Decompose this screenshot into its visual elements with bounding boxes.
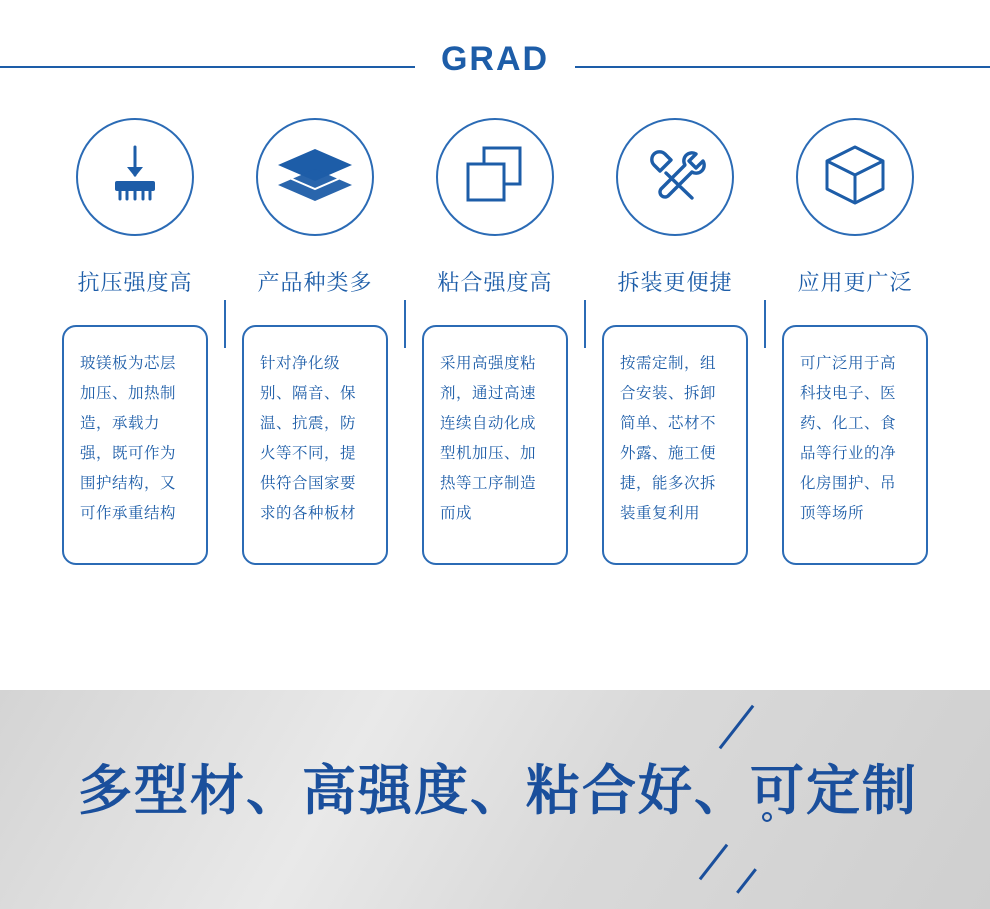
banner-headline: 多型材、高强度、粘合好、可定制 bbox=[78, 761, 918, 821]
feature-icon-circle bbox=[76, 118, 194, 236]
feature-icon-circle bbox=[796, 118, 914, 236]
feature-description-card: 针对净化级别、隔音、保温、抗震，防火等不同，提供符合国家要求的各种板材 bbox=[242, 325, 388, 565]
brand-title: GRAD bbox=[440, 40, 550, 78]
feature-title: 抗压强度高 bbox=[77, 270, 193, 295]
feature-title: 应用更广泛 bbox=[797, 270, 913, 295]
decorative-slash-1 bbox=[719, 705, 755, 749]
bottom-banner bbox=[0, 690, 990, 909]
hammer-wrench-tools-icon bbox=[640, 140, 710, 215]
layered-panels-icon bbox=[276, 145, 354, 210]
feature-item bbox=[766, 118, 944, 565]
feature-description-card: 可广泛用于高科技电子、医药、化工、食品等行业的净化房围护、吊顶等场所 bbox=[782, 325, 928, 565]
feature-item bbox=[226, 118, 404, 565]
feature-title: 拆装更便捷 bbox=[617, 270, 733, 295]
feature-description-card: 玻镁板为芯层加压、加热制造，承载力强，既可作为围护结构，又可作承重结构 bbox=[62, 325, 208, 565]
decorative-slash-2 bbox=[699, 844, 728, 881]
feature-icon-circle bbox=[616, 118, 734, 236]
feature-item bbox=[586, 118, 764, 565]
overlapping-squares-icon bbox=[462, 142, 528, 213]
cube-box-icon bbox=[821, 141, 889, 214]
feature-icon-circle bbox=[436, 118, 554, 236]
feature-description-card: 采用高强度粘剂，通过高速连续自动化成型机加压、加热等工序制造而成 bbox=[422, 325, 568, 565]
feature-item bbox=[406, 118, 584, 565]
feature-description-card: 按需定制，组合安装、拆卸简单、芯材不外露、施工便捷，能多次拆装重复利用 bbox=[602, 325, 748, 565]
feature-item bbox=[46, 118, 224, 565]
decorative-circle bbox=[762, 812, 772, 822]
feature-list bbox=[0, 118, 990, 565]
feature-icon-circle bbox=[256, 118, 374, 236]
compression-stamp-icon bbox=[99, 139, 171, 216]
feature-title: 产品种类多 bbox=[257, 270, 373, 295]
feature-title: 粘合强度高 bbox=[437, 270, 553, 295]
page-header bbox=[0, 0, 990, 118]
decorative-slash-3 bbox=[736, 868, 757, 893]
